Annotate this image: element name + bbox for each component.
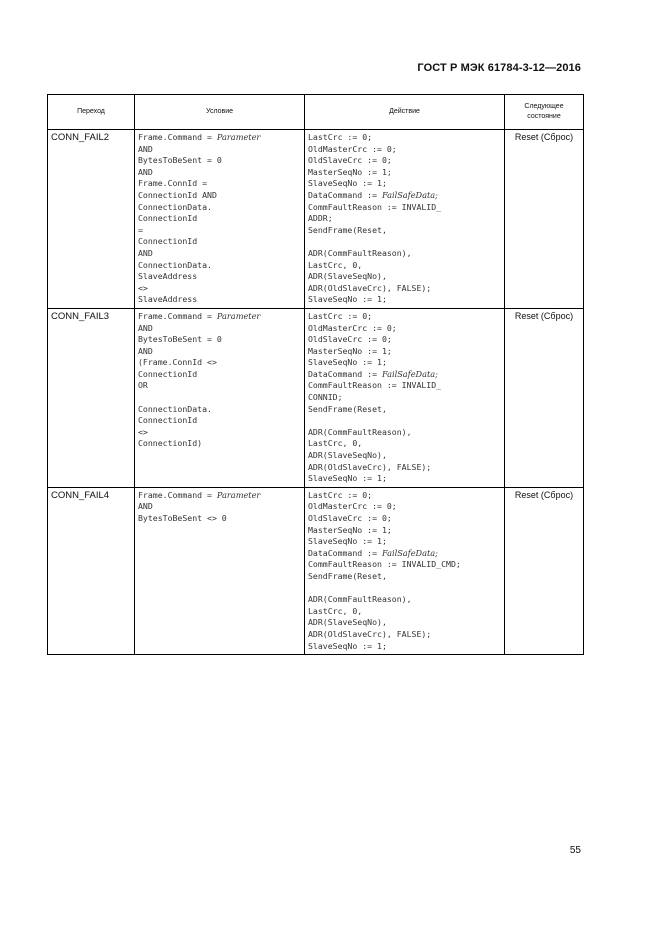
action-line — [308, 617, 501, 629]
condition-line — [138, 294, 301, 306]
header-condition: Условие — [135, 95, 305, 130]
condition-line — [138, 369, 301, 381]
action-line-text: ADR(OldSlaveCrc), FALSE); — [308, 282, 432, 293]
transition-cell: CONN_FAIL3 — [48, 308, 135, 487]
condition-line-text: ConnectionId — [138, 368, 198, 379]
action-line — [308, 369, 501, 381]
action-line — [308, 346, 501, 358]
action-line-text: OldMasterCrc := 0; — [308, 322, 397, 333]
condition-line — [138, 323, 301, 335]
condition-line-text: AND — [138, 345, 153, 356]
action-line-text: ADR(CommFaultReason), — [308, 426, 412, 437]
action-line — [308, 271, 501, 283]
header-transition: Переход — [48, 95, 135, 130]
condition-line-text: (Frame.ConnId <> — [138, 357, 217, 368]
action-line-text: OldSlaveCrc := 0; — [308, 513, 392, 523]
condition-line — [138, 501, 301, 513]
action-line — [308, 583, 501, 595]
condition-cell — [135, 130, 305, 309]
action-line — [308, 404, 501, 416]
action-line — [308, 357, 501, 369]
condition-line-text: Frame.Command = — [138, 310, 217, 321]
condition-line — [138, 271, 301, 283]
condition-line-italic: Parameter — [216, 489, 261, 500]
action-line — [308, 248, 501, 260]
action-line — [308, 536, 501, 548]
action-line-text: ADR(OldSlaveCrc), FALSE); — [308, 628, 432, 639]
action-line-text: CommFaultReason := INVALID_ — [308, 380, 442, 391]
table-row — [48, 130, 584, 309]
action-line — [308, 473, 501, 485]
header-action: Действие — [305, 95, 505, 130]
action-line-text: ADDR; — [308, 213, 333, 224]
condition-line-text: AND — [138, 143, 153, 154]
action-line-text: CommFaultReason := INVALID_ — [308, 201, 442, 212]
condition-line — [138, 380, 301, 392]
action-line — [308, 311, 501, 323]
condition-line — [138, 190, 301, 202]
condition-line-text: ConnectionId — [138, 213, 198, 224]
condition-line-text: AND — [138, 247, 153, 258]
action-line-text: DataCommand := — [308, 368, 382, 379]
action-line — [308, 438, 501, 450]
action-line-text: MasterSeqNo := 1; — [308, 345, 392, 356]
action-line — [308, 283, 501, 295]
action-line — [308, 427, 501, 439]
condition-line-text: ConnectionId — [138, 236, 198, 247]
action-line — [308, 594, 501, 606]
condition-line — [138, 311, 301, 323]
action-cell — [305, 487, 505, 654]
condition-line-text: <> — [138, 282, 148, 293]
action-line-text: SlaveSeqNo := 1; — [308, 294, 387, 305]
action-line — [308, 202, 501, 214]
table-row — [48, 308, 584, 487]
header-next-state — [505, 95, 584, 130]
action-line — [308, 225, 501, 237]
action-line — [308, 190, 501, 202]
condition-cell — [135, 308, 305, 487]
action-line-text: LastCrc, 0, — [308, 259, 363, 270]
condition-line-text: AND — [138, 501, 153, 512]
condition-line — [138, 357, 301, 369]
action-line-text: LastCrc, 0, — [308, 605, 363, 616]
action-line — [308, 490, 501, 502]
action-line-italic: FailSafeData; — [381, 368, 438, 379]
action-line — [308, 548, 501, 560]
action-line-text: OldSlaveCrc := 0; — [308, 334, 392, 345]
table-row — [48, 487, 584, 654]
condition-cell — [135, 487, 305, 654]
action-line-text: SendFrame(Reset, — [308, 224, 387, 235]
page-number: 55 — [569, 845, 581, 856]
condition-line-italic: Parameter — [216, 132, 261, 142]
condition-line-text: SlaveAddress — [138, 271, 198, 282]
action-line-text: SlaveSeqNo := 1; — [308, 178, 387, 189]
table-body — [48, 130, 584, 655]
condition-line — [138, 513, 301, 525]
condition-line-text: ConnectionId) — [138, 438, 203, 449]
action-line — [308, 415, 501, 427]
action-line — [308, 571, 501, 583]
action-line — [308, 450, 501, 462]
action-line — [308, 178, 501, 190]
condition-line — [138, 202, 301, 214]
transition-cell: CONN_FAIL2 — [48, 130, 135, 309]
next-state-cell: Reset (Сброс) — [505, 130, 584, 309]
action-line — [308, 525, 501, 537]
action-line-text: LastCrc, 0, — [308, 438, 363, 449]
condition-line — [138, 144, 301, 156]
condition-line — [138, 346, 301, 358]
action-line-text: ADR(SlaveSeqNo), — [308, 271, 387, 282]
action-line — [308, 155, 501, 167]
action-line — [308, 462, 501, 474]
action-line — [308, 501, 501, 513]
condition-line-text: Frame.Command = — [138, 132, 217, 142]
condition-line-text: Frame.Command = — [138, 489, 217, 500]
action-line-text: ADR(CommFaultReason), — [308, 247, 412, 258]
next-state-cell: Reset (Сброс) — [505, 308, 584, 487]
action-line-text: ADR(CommFaultReason), — [308, 594, 412, 605]
action-line-text: SlaveSeqNo := 1; — [308, 536, 387, 547]
condition-line-text: ConnectionData. — [138, 201, 212, 212]
condition-line-text: BytesToBeSent = 0 — [138, 334, 222, 345]
condition-line — [138, 283, 301, 295]
action-line — [308, 334, 501, 346]
condition-line — [138, 236, 301, 248]
action-line-text: CONNID; — [308, 392, 343, 403]
action-line-text: SlaveSeqNo := 1; — [308, 473, 387, 484]
action-line — [308, 380, 501, 392]
next-state-cell: Reset (Сброс) — [505, 487, 584, 654]
condition-line-text: ConnectionData. — [138, 259, 212, 270]
action-line — [308, 606, 501, 618]
condition-line-text: AND — [138, 322, 153, 333]
header-next-state-line2: состояние — [527, 113, 561, 120]
action-line — [308, 392, 501, 404]
transition-table — [47, 94, 584, 655]
action-line — [308, 213, 501, 225]
action-line-italic: FailSafeData; — [381, 189, 438, 200]
condition-line — [138, 213, 301, 225]
action-line-text: SlaveSeqNo := 1; — [308, 357, 387, 368]
condition-line-text: OR — [138, 380, 148, 391]
condition-line — [138, 415, 301, 427]
action-line-text: LastCrc := 0; — [308, 132, 373, 142]
condition-line-italic: Parameter — [216, 310, 261, 321]
condition-line — [138, 438, 301, 450]
action-line-text: ADR(OldSlaveCrc), FALSE); — [308, 461, 432, 472]
action-line-text: MasterSeqNo := 1; — [308, 524, 392, 535]
action-cell — [305, 130, 505, 309]
condition-line — [138, 155, 301, 167]
condition-line — [138, 248, 301, 260]
action-line — [308, 559, 501, 571]
condition-line-text: = — [138, 224, 143, 235]
condition-line — [138, 178, 301, 190]
condition-line — [138, 427, 301, 439]
condition-line-text: ConnectionId AND — [138, 189, 217, 200]
condition-line — [138, 225, 301, 237]
action-line — [308, 236, 501, 248]
condition-line-text: BytesToBeSent = 0 — [138, 155, 222, 166]
action-line-text: ADR(SlaveSeqNo), — [308, 617, 387, 628]
action-line — [308, 323, 501, 335]
condition-line — [138, 260, 301, 272]
action-line-text: SlaveSeqNo := 1; — [308, 640, 387, 651]
condition-line — [138, 132, 301, 144]
header-next-state-line1: Следующее — [524, 103, 564, 110]
action-line — [308, 132, 501, 144]
action-line — [308, 641, 501, 653]
action-cell — [305, 308, 505, 487]
action-line — [308, 167, 501, 179]
condition-line-text: ConnectionId — [138, 415, 198, 426]
document-standard-header: ГОСТ Р МЭК 61784-3-12—2016 — [417, 62, 581, 74]
condition-line-text: ConnectionData. — [138, 403, 212, 414]
condition-line-text: BytesToBeSent <> 0 — [138, 513, 227, 523]
action-line — [308, 513, 501, 525]
condition-line — [138, 392, 301, 404]
condition-line — [138, 167, 301, 179]
action-line-italic: FailSafeData; — [381, 547, 438, 558]
condition-line-text: Frame.ConnId = — [138, 178, 208, 189]
table-header-row — [48, 95, 584, 130]
transition-cell: CONN_FAIL4 — [48, 487, 135, 654]
condition-line — [138, 490, 301, 502]
action-line-text: SendFrame(Reset, — [308, 570, 387, 581]
action-line-text: LastCrc := 0; — [308, 489, 373, 500]
action-line — [308, 294, 501, 306]
action-line-text: OldSlaveCrc := 0; — [308, 155, 392, 166]
action-line-text: OldMasterCrc := 0; — [308, 501, 397, 512]
condition-line — [138, 404, 301, 416]
condition-line — [138, 334, 301, 346]
action-line-text: DataCommand := — [308, 547, 382, 558]
action-line-text: OldMasterCrc := 0; — [308, 143, 397, 154]
action-line-text: ADR(SlaveSeqNo), — [308, 450, 387, 461]
action-line — [308, 260, 501, 272]
action-line-text: SendFrame(Reset, — [308, 403, 387, 414]
condition-line-text: AND — [138, 166, 153, 177]
action-line-text: MasterSeqNo := 1; — [308, 166, 392, 177]
condition-line-text: SlaveAddress — [138, 294, 198, 305]
condition-line-text: <> — [138, 426, 148, 437]
action-line — [308, 144, 501, 156]
action-line — [308, 629, 501, 641]
action-line-text: LastCrc := 0; — [308, 310, 373, 321]
action-line-text: DataCommand := — [308, 189, 382, 200]
action-line-text: CommFaultReason := INVALID_CMD; — [308, 559, 461, 570]
